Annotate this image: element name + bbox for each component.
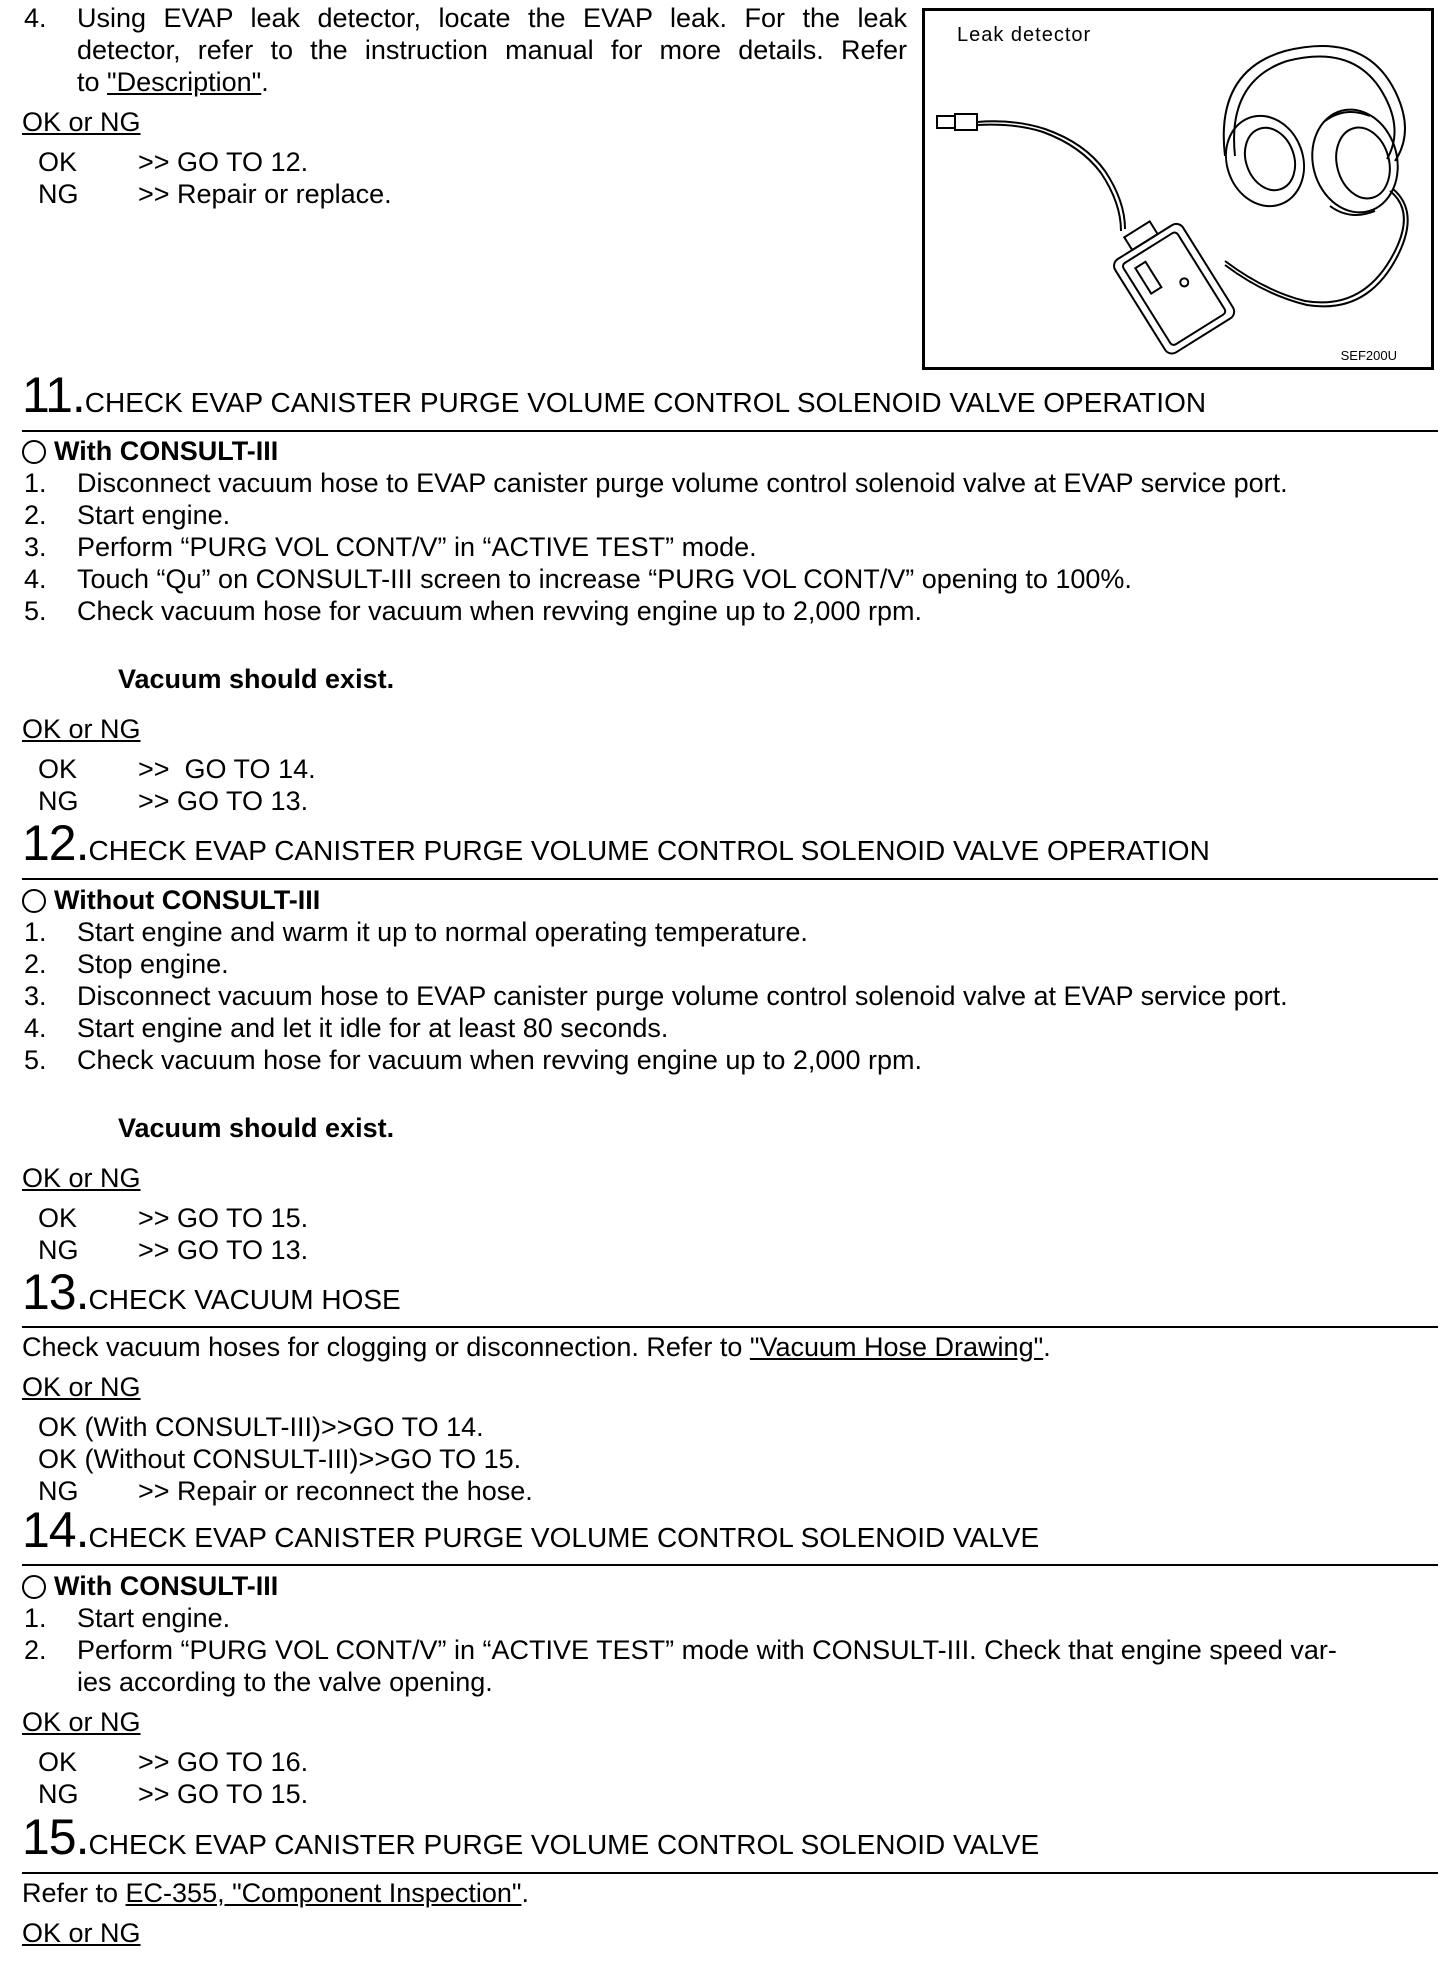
- ok-or-ng-heading: OK or NG: [22, 107, 141, 137]
- figure-code: SEF200U: [1340, 348, 1397, 363]
- result-ng-label: NG: [38, 179, 79, 209]
- result-ok-with-consult: OK (With CONSULT-III)>>GO TO 14.: [38, 1412, 484, 1442]
- step14-item1-num: 1.: [24, 1603, 47, 1633]
- step14-item2-text-line1: Perform “PURG VOL CONT/V” in “ACTIVE TEST” mode with CONSULT-III. Check that engine speed var-: [77, 1635, 1337, 1665]
- step11-item4-num: 4.: [24, 564, 47, 594]
- step14-title: CHECK EVAP CANISTER PURGE VOLUME CONTROL SOLENOID VALVE: [88, 1522, 1040, 1553]
- leak-detector-figure: [922, 8, 1434, 370]
- step11-item3-num: 3.: [24, 532, 47, 562]
- result-ng-label: NG: [38, 1779, 79, 1809]
- step11-rule: [22, 430, 1438, 432]
- plug-icon: [937, 116, 955, 128]
- step14-heading: [22, 1502, 1040, 1558]
- step12-item4-num: 4.: [24, 1013, 47, 1043]
- step14-item2-text-line2: ies according to the valve opening.: [77, 1667, 493, 1697]
- result-ng-text: >> Repair or reconnect the hose.: [138, 1476, 533, 1506]
- result-ng-text: >> Repair or replace.: [138, 179, 392, 209]
- step12-heading: [22, 815, 1210, 871]
- step14-mode: With CONSULT-III: [22, 1570, 278, 1602]
- vacuum-hose-drawing-link[interactable]: "Vacuum Hose Drawing": [749, 1332, 1044, 1362]
- result-ok-label: OK: [38, 147, 78, 177]
- step12-item3-num: 3.: [24, 981, 47, 1011]
- step15-heading: [22, 1809, 1040, 1865]
- result-ng-text: >> GO TO 13.: [138, 1235, 309, 1265]
- result-ok-text: >> GO TO 15.: [138, 1203, 309, 1233]
- step11-item1-num: 1.: [24, 468, 47, 498]
- step11-title: CHECK EVAP CANISTER PURGE VOLUME CONTROL SOLENOID VALVE OPERATION: [84, 387, 1207, 418]
- step11-item5-num: 5.: [24, 596, 47, 626]
- step10-item4-num: 4.: [24, 3, 47, 33]
- step11-mode: With CONSULT-III: [22, 435, 278, 467]
- step12-number: 12.: [22, 815, 89, 871]
- figure-label: Leak detector: [957, 24, 1092, 46]
- consult-icon: [22, 1575, 46, 1599]
- headphones-icon: [1214, 46, 1409, 222]
- step11-item1-text: Disconnect vacuum hose to EVAP canister purge volume control solenoid valve at EVAP service port.: [77, 468, 1288, 498]
- result-ng-label: NG: [38, 1235, 79, 1265]
- step14-item1-text: Start engine.: [77, 1603, 231, 1633]
- step13-heading: [22, 1264, 401, 1320]
- step11-item3-text: Perform “PURG VOL CONT/V” in “ACTIVE TEST” mode.: [77, 532, 757, 562]
- result-ok-text: >> GO TO 16.: [138, 1747, 309, 1777]
- step13-number: 13.: [22, 1264, 89, 1320]
- step12-item2-num: 2.: [24, 949, 47, 979]
- step14-rule: [22, 1564, 1438, 1566]
- step11-spec: Vacuum should exist.: [118, 664, 395, 694]
- step12-item3-text: Disconnect vacuum hose to EVAP canister purge volume control solenoid valve at EVAP service port.: [77, 981, 1288, 1011]
- step10-item4-line2: detector, refer to the instruction manual for more details. Refer: [77, 35, 907, 65]
- result-ok-label: OK: [38, 1203, 78, 1233]
- step12-item1-text: Start engine and warm it up to normal operating temperature.: [77, 917, 808, 947]
- step12-title: CHECK EVAP CANISTER PURGE VOLUME CONTROL SOLENOID VALVE OPERATION: [88, 835, 1210, 866]
- leak-detector-illustration: [925, 11, 1431, 367]
- detector-unit-icon: [1103, 208, 1237, 356]
- result-ok-without-consult: OK (Without CONSULT-III)>>GO TO 15.: [38, 1444, 522, 1474]
- result-ng-text: >> GO TO 15.: [138, 1779, 309, 1809]
- step13-body: Check vacuum hoses for clogging or disconnection. Refer to "Vacuum Hose Drawing".: [22, 1332, 1051, 1362]
- description-link[interactable]: "Description": [107, 67, 262, 97]
- step12-item5-num: 5.: [24, 1045, 47, 1075]
- step15-number: 15.: [22, 1809, 89, 1865]
- step13-title: CHECK VACUUM HOSE: [88, 1284, 401, 1315]
- step11-item2-num: 2.: [24, 500, 47, 530]
- step12-item5-text: Check vacuum hose for vacuum when revving engine up to 2,000 rpm.: [77, 1045, 922, 1075]
- step12-item2-text: Stop engine.: [77, 949, 229, 979]
- ok-or-ng-heading: OK or NG: [22, 1707, 141, 1737]
- result-ok-text: >> GO TO 14.: [138, 754, 316, 784]
- step13-rule: [22, 1326, 1438, 1328]
- step15-title: CHECK EVAP CANISTER PURGE VOLUME CONTROL SOLENOID VALVE: [88, 1829, 1040, 1860]
- step11-item4-text: Touch “Qu” on CONSULT-III screen to increase “PURG VOL CONT/V” opening to 100%.: [77, 564, 1132, 594]
- result-ng-text: >> GO TO 13.: [138, 786, 309, 816]
- result-ng-label: NG: [38, 1476, 79, 1506]
- step15-rule: [22, 1872, 1438, 1874]
- step12-rule: [22, 878, 1438, 880]
- ok-or-ng-heading: OK or NG: [22, 714, 141, 744]
- no-consult-icon: [22, 889, 46, 913]
- step14-number: 14.: [22, 1502, 89, 1558]
- result-ok-text: >> GO TO 12.: [138, 147, 309, 177]
- step11-number: 11.: [22, 367, 85, 423]
- step11-item5-text: Check vacuum hose for vacuum when revving engine up to 2,000 rpm.: [77, 596, 922, 626]
- step12-item4-text: Start engine and let it idle for at least 80 seconds.: [77, 1013, 669, 1043]
- step14-item2-num: 2.: [24, 1635, 47, 1665]
- step15-body: Refer to EC-355, "Component Inspection".: [22, 1878, 529, 1908]
- ok-or-ng-heading: OK or NG: [22, 1918, 141, 1948]
- consult-icon: [22, 440, 46, 464]
- result-ng-label: NG: [38, 786, 79, 816]
- result-ok-label: OK: [38, 754, 78, 784]
- step11-heading: [22, 367, 1207, 423]
- step12-item1-num: 1.: [24, 917, 47, 947]
- ok-or-ng-heading: OK or NG: [22, 1163, 141, 1193]
- step12-spec: Vacuum should exist.: [118, 1113, 395, 1143]
- step11-item2-text: Start engine.: [77, 500, 231, 530]
- component-inspection-link[interactable]: EC-355, "Component Inspection": [125, 1878, 522, 1908]
- step12-mode: Without CONSULT-III: [22, 884, 320, 916]
- ok-or-ng-heading: OK or NG: [22, 1372, 141, 1402]
- step10-item4-line3: to "Description".: [77, 67, 269, 97]
- step10-item4-line1: Using EVAP leak detector, locate the EVAP leak. For the leak: [77, 3, 907, 33]
- result-ok-label: OK: [38, 1747, 78, 1777]
